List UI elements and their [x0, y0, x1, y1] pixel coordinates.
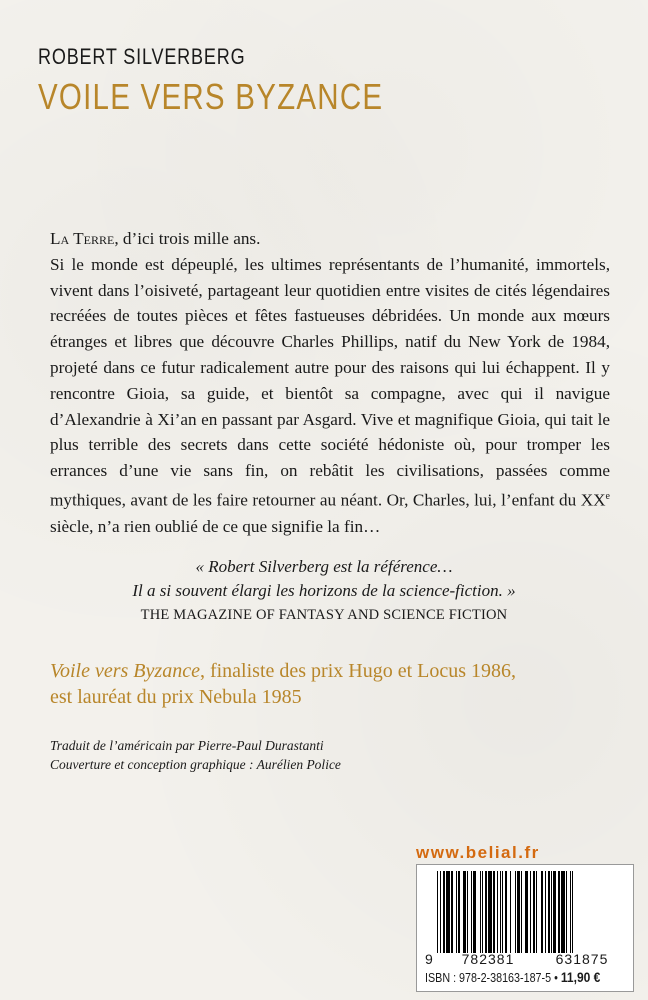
isbn-number: ISBN : 978-2-38163-187-5	[425, 971, 552, 985]
award-line-1-rest: , finaliste des prix Hugo et Locus 1986,	[199, 660, 517, 682]
summary-lead-smallcaps: La Terre	[50, 229, 115, 248]
isbn-separator: •	[554, 971, 558, 985]
price: 11,90 €	[560, 969, 601, 985]
award-notice	[50, 658, 620, 710]
barcode-digit-first: 9	[425, 951, 433, 967]
barcode-digits	[425, 951, 629, 967]
barcode-icon	[437, 871, 623, 953]
back-cover-summary	[50, 226, 610, 539]
summary-lead-rest: , d’ici trois mille ans.	[114, 229, 261, 248]
barcode-panel	[416, 864, 634, 992]
isbn-price-line	[425, 969, 600, 985]
barcode-digits-right: 631875	[555, 951, 609, 967]
author-name: ROBERT SILVERBERG	[38, 44, 246, 69]
translator-credit: Traduit de l’américain par Pierre-Paul Durastanti	[50, 738, 324, 753]
quote-source: THE MAGAZINE OF FANTASY AND SCIENCE FICTION	[140, 607, 508, 623]
summary-body-end: siècle, n’a rien oublié de ce que signifie la fin…	[50, 516, 381, 536]
award-line-1	[50, 658, 620, 684]
credits	[50, 736, 341, 774]
century-numeral: XX	[580, 490, 606, 510]
award-line-2: est lauréat du prix Nebula 1985	[50, 686, 302, 708]
barcode-bar	[572, 871, 573, 953]
review-quote	[40, 555, 608, 627]
award-book-title: Voile vers Byzance	[50, 660, 200, 682]
book-title: VOILE VERS BYZANCE	[38, 76, 384, 117]
summary-lead	[50, 226, 610, 252]
summary-body: Si le monde est dépeuplé, les ultimes représentants de l’humanité, immortels, vivent dans l’oisiveté, partageant leur quotidien entre visites de cités légendaires recréées de toutes pièces et fêtes fastueuses débridées. Un monde aux mœurs étranges et libres que découvre Charles Phillips, natif du New York de 1984, projeté dans ce futur radicalement autre pour des raisons qui lui échappent. Il y rencontre Gioia, sa guide, et bientôt sa compagne, avec qui il navigue d’Alexandrie à Xi’an en passant par Asgard. Vive et magnifique Gioia, qui tait le plus terrible des secrets dans cette société hédoniste où, pour tromper les errances d’une vie sans fin, on rebâtit les civilisations, passées comme mythiques, avant de les faire retourner au néant. Or, Charles, lui, l’enfant du	[50, 254, 610, 510]
publisher-website: www.belial.fr	[416, 843, 540, 862]
barcode-digits-left: 782381	[461, 951, 515, 967]
quote-line-1: « Robert Silverberg est la référence…	[195, 557, 453, 576]
quote-line-2: Il a si souvent élargi les horizons de la science-fiction. »	[132, 581, 516, 600]
cover-credit: Couverture et conception graphique : Aurélien Police	[50, 757, 341, 772]
summary-body-paragraph	[50, 252, 610, 540]
century-superscript: e	[605, 490, 610, 502]
